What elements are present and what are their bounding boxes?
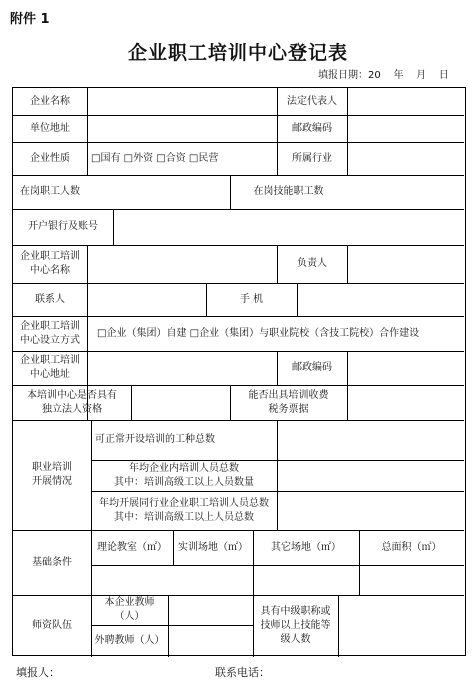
contact-label: 联系人 xyxy=(35,293,65,305)
postal-code-label: 邮政编码 xyxy=(292,122,332,134)
legal-rep-label: 法定代表人 xyxy=(287,95,337,107)
setup-mode-label: 企业职工培训 中心设立方式 xyxy=(20,320,80,346)
practice-label: 实训场地（㎡） xyxy=(178,541,248,553)
center-postal-label: 邮政编码 xyxy=(292,362,332,373)
company-address-label: 单位地址 xyxy=(30,122,70,134)
contact-phone-label: 联系电话： xyxy=(215,666,270,679)
invoice-label: 能否出具培训收费 税务票据 xyxy=(248,389,329,415)
registration-table xyxy=(12,87,466,656)
classroom-label: 理论教室（㎡） xyxy=(97,541,167,553)
fill-date: 填报日期：20 年 月 日 xyxy=(318,70,449,81)
center-address-label: 企业职工培训 中心地址 xyxy=(20,355,80,380)
facilities-label: 基础条件 xyxy=(32,556,72,568)
training-internal-label: 年均企业内培训人员总数 其中：培训高级工以上人员数量 xyxy=(114,462,254,488)
phone-label: 手 机 xyxy=(239,293,264,305)
training-external-label: 年均开展同行业企业职工培训人员总数 其中：培训高级工以上人员总数 xyxy=(99,497,269,523)
company-nature-label: 企业性质 xyxy=(30,152,70,164)
center-name-label: 企业职工培训 中心名称 xyxy=(20,251,80,276)
total-area-label: 总面积（㎡） xyxy=(381,541,442,553)
bank-account-label: 开户银行及账号 xyxy=(28,221,98,232)
industry-label: 所属行业 xyxy=(292,152,332,164)
employees-label: 在岗职工人数 xyxy=(20,186,80,197)
attachment-label: 附件 1 xyxy=(10,12,50,27)
senior-teachers-label: 具有中级职称或 技师以上技能等 级人数 xyxy=(260,606,331,645)
other-area-label: 其它场地（㎡） xyxy=(271,541,341,553)
skilled-employees-label: 在岗技能职工数 xyxy=(253,186,324,197)
teachers-label: 师资队伍 xyxy=(32,620,72,631)
legal-entity-label: 本培训中心是否具有 独立法人资格 xyxy=(27,389,117,415)
company-name-label: 企业名称 xyxy=(30,95,70,107)
setup-mode-options[interactable]: □企业（集团）自建 □企业（集团）与职业院校（含技工院校）合作建设 xyxy=(97,327,420,339)
reporter-label: 填报人： xyxy=(16,666,60,679)
form-title: 企业职工培训中心登记表 xyxy=(127,42,348,64)
training-types-label: 可正常开设培训的工种总数 xyxy=(95,434,215,445)
company-nature-options[interactable]: □国有 □外资 □合资 □民营 xyxy=(91,152,219,164)
person-in-charge-label: 负责人 xyxy=(297,258,327,269)
external-teachers-label: 外聘教师（人） xyxy=(94,635,165,646)
internal-teachers-label: 本企业教师 （人） xyxy=(104,597,155,622)
training-label: 职业培训 开展情况 xyxy=(32,462,72,487)
